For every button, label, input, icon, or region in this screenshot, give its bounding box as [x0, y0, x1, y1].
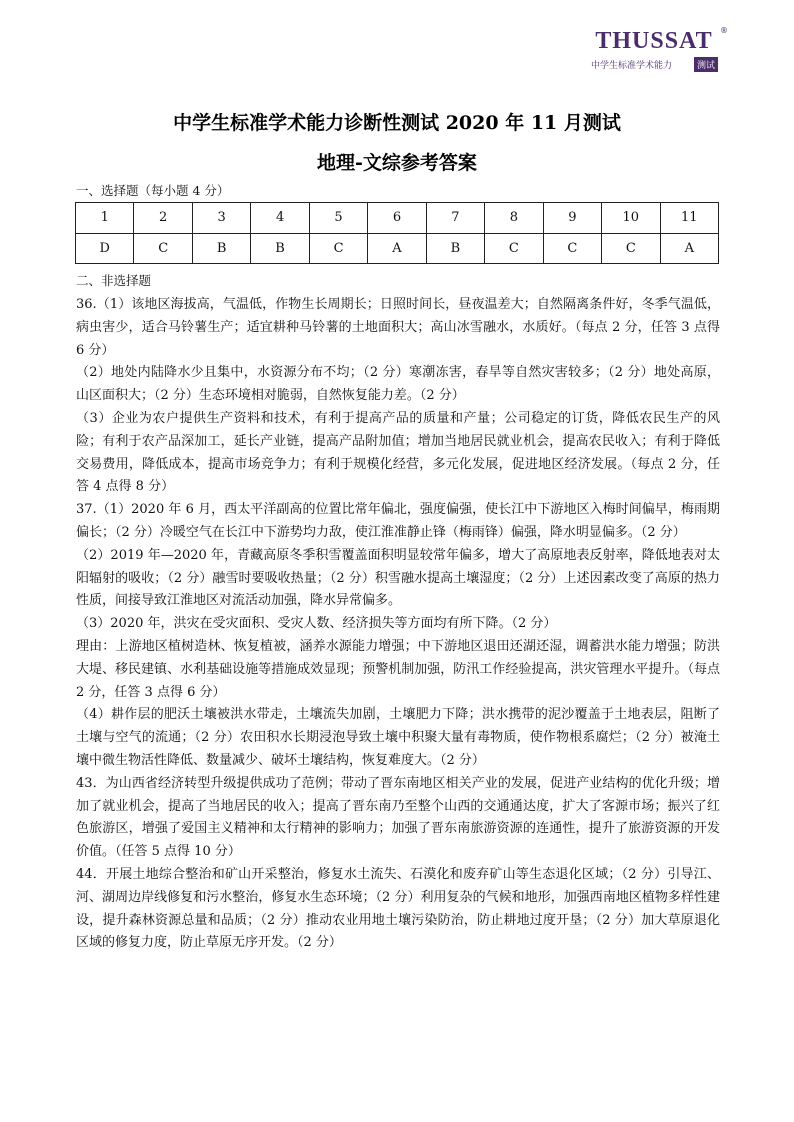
logo-wordmark: THUSSAT	[595, 28, 713, 54]
answer-row	[76, 233, 719, 264]
table-cell: 3	[192, 203, 250, 234]
answer-paragraph: （3）2020 年，洪灾在受灾面积、受灾人数、经济损失等方面均有所下降。（2 分）	[76, 616, 557, 632]
table-cell: 7	[426, 203, 484, 234]
section-heading-choice: 一、选择题（每小题 4 分）	[76, 183, 230, 198]
table-cell: C	[543, 233, 601, 264]
table-cell: B	[192, 233, 250, 264]
table-cell: 11	[660, 203, 718, 234]
table-cell: 5	[309, 203, 367, 234]
question-number-row	[76, 203, 719, 234]
registered-mark: ®	[720, 26, 728, 35]
table-cell: C	[134, 233, 192, 264]
table-cell: 1	[76, 203, 134, 234]
table-cell: D	[76, 233, 134, 264]
answer-paragraph: 44．开展土地综合整治和矿山开采整治，修复水土流失、石漠化和废弃矿山等生态退化区域；（2 分）引导江、河、湖周边岸线修复和污水整治，修复水生态环境；（2 分）利用复杂的气候和地形，加强西南地区植物多样性建设，提升森林资源总量和品质；（2 分）推动农业用地土壤污染防治，防止耕地过度开垦；（2 分）加大草原退化区域的修复力度，防止草原无序开发。（2 分）	[76, 866, 720, 951]
table-cell: A	[368, 233, 426, 264]
answer-paragraph: （2）2019 年—2020 年，青藏高原冬季积雪覆盖面积明显较常年偏多，增大了高原地表反射率，降低地表对太阳辐射的吸收；（2 分）融雪时要吸收热量；（2 分）积雪融水提高土壤湿度；（2 分）上述因素改变了高原的热力性质，间接导致江淮地区对流活动加强，降水异常偏多。	[76, 547, 720, 609]
table-cell: 4	[251, 203, 309, 234]
logo-tag-box: 测试	[694, 57, 718, 72]
answer-paragraph: 理由：上游地区植树造林、恢复植被，涵养水源能力增强；中下游地区退田还湖还湿，调蓄洪水能力增强；防洪大堤、移民建镇、水利基础设施等措施成效显现；预警机制加强，防汛工作经验提高，洪灾管理水平提升。（每点 2 分，任答 3 点得 6 分）	[76, 638, 720, 700]
table-cell: 2	[134, 203, 192, 234]
thussat-logo	[588, 26, 728, 74]
table-cell: A	[660, 233, 718, 264]
page-subtitle: 地理-文综参考答案	[317, 152, 477, 174]
table-cell: 6	[368, 203, 426, 234]
answer-paragraph: 36.（1）该地区海拔高，气温低，作物生长周期长；日照时间长，昼夜温差大；自然隔离条件好，冬季气温低，病虫害少，适合马铃薯生产；适宜耕种马铃薯的土地面积大；高山冰雪融水，水质好。（每点 2 分，任答 3 点得 6 分）	[76, 297, 720, 358]
answer-paragraph: 43．为山西省经济转型升级提供成功了范例；带动了晋东南地区相关产业的发展，促进产业结构的优化升级；增加了就业机会，提高了当地居民的收入；提高了晋东南乃至整个山西的交通通达度，扩大了客源市场；振兴了红色旅游区，增强了爱国主义精神和太行精神的影响力；加强了晋东南旅游资源的连通性，提升了旅游资源的开发价值。（任答 5 点得 10 分）	[76, 775, 720, 860]
table-cell: 8	[485, 203, 543, 234]
answer-body	[76, 294, 720, 955]
table-cell: 9	[543, 203, 601, 234]
logo-tagline	[591, 57, 718, 71]
logo-tagline-text: 中学生标准学术能力	[591, 61, 673, 71]
table-cell: C	[309, 233, 367, 264]
table-cell: B	[251, 233, 309, 264]
answer-paragraph: （4）耕作层的肥沃土壤被洪水带走，土壤流失加剧，土壤肥力下降；洪水携带的泥沙覆盖于土地表层，阻断了土壤与空气的流通；（2 分）农田积水长期浸泡导致土壤中积聚大量有毒物质，使作物根系腐烂；（2 分）被淹土壤中微生物活性降低、数量减少、破坏土壤结构，恢复难度大。（2 分）	[76, 707, 720, 768]
page-title: 中学生标准学术能力诊断性测试 2020 年 11 月测试	[173, 112, 621, 134]
answer-paragraph: （2）地处内陆降水少且集中，水资源分布不均；（2 分）寒潮冻害，春旱等自然灾害较多；（2 分）地处高原，山区面积大；（2 分）生态环境相对脆弱，自然恢复能力差。（2 分）	[76, 365, 720, 404]
table-cell: C	[485, 233, 543, 264]
table-cell: C	[602, 233, 660, 264]
section-heading-nonchoice: 二、非选择题	[76, 273, 152, 288]
table-cell: B	[426, 233, 484, 264]
answer-paragraph: 37.（1）2020 年 6 月，西太平洋副高的位置比常年偏北，强度偏强，使长江中下游地区入梅时间偏早，梅雨期偏长；（2 分）冷暖空气在长江中下游势均力敌，使江淮准静止锋（梅雨锋）偏强，降水明显偏多。（2 分）	[76, 502, 720, 540]
answer-paragraph: （3）企业为农户提供生产资料和技术，有利于提高产品的质量和产量；公司稳定的订货，降低农民生产的风险；有利于农产品深加工，延长产业链，提高产品附加值；增加当地居民就业机会，提高农民收入；有利于降低交易费用，降低成本，提高市场竞争力；有利于规模化经营，多元化发展，促进地区经济发展。（每点 2 分，任答 4 点得 8 分）	[76, 410, 720, 495]
table-cell: 10	[602, 203, 660, 234]
answer-table	[75, 202, 719, 264]
